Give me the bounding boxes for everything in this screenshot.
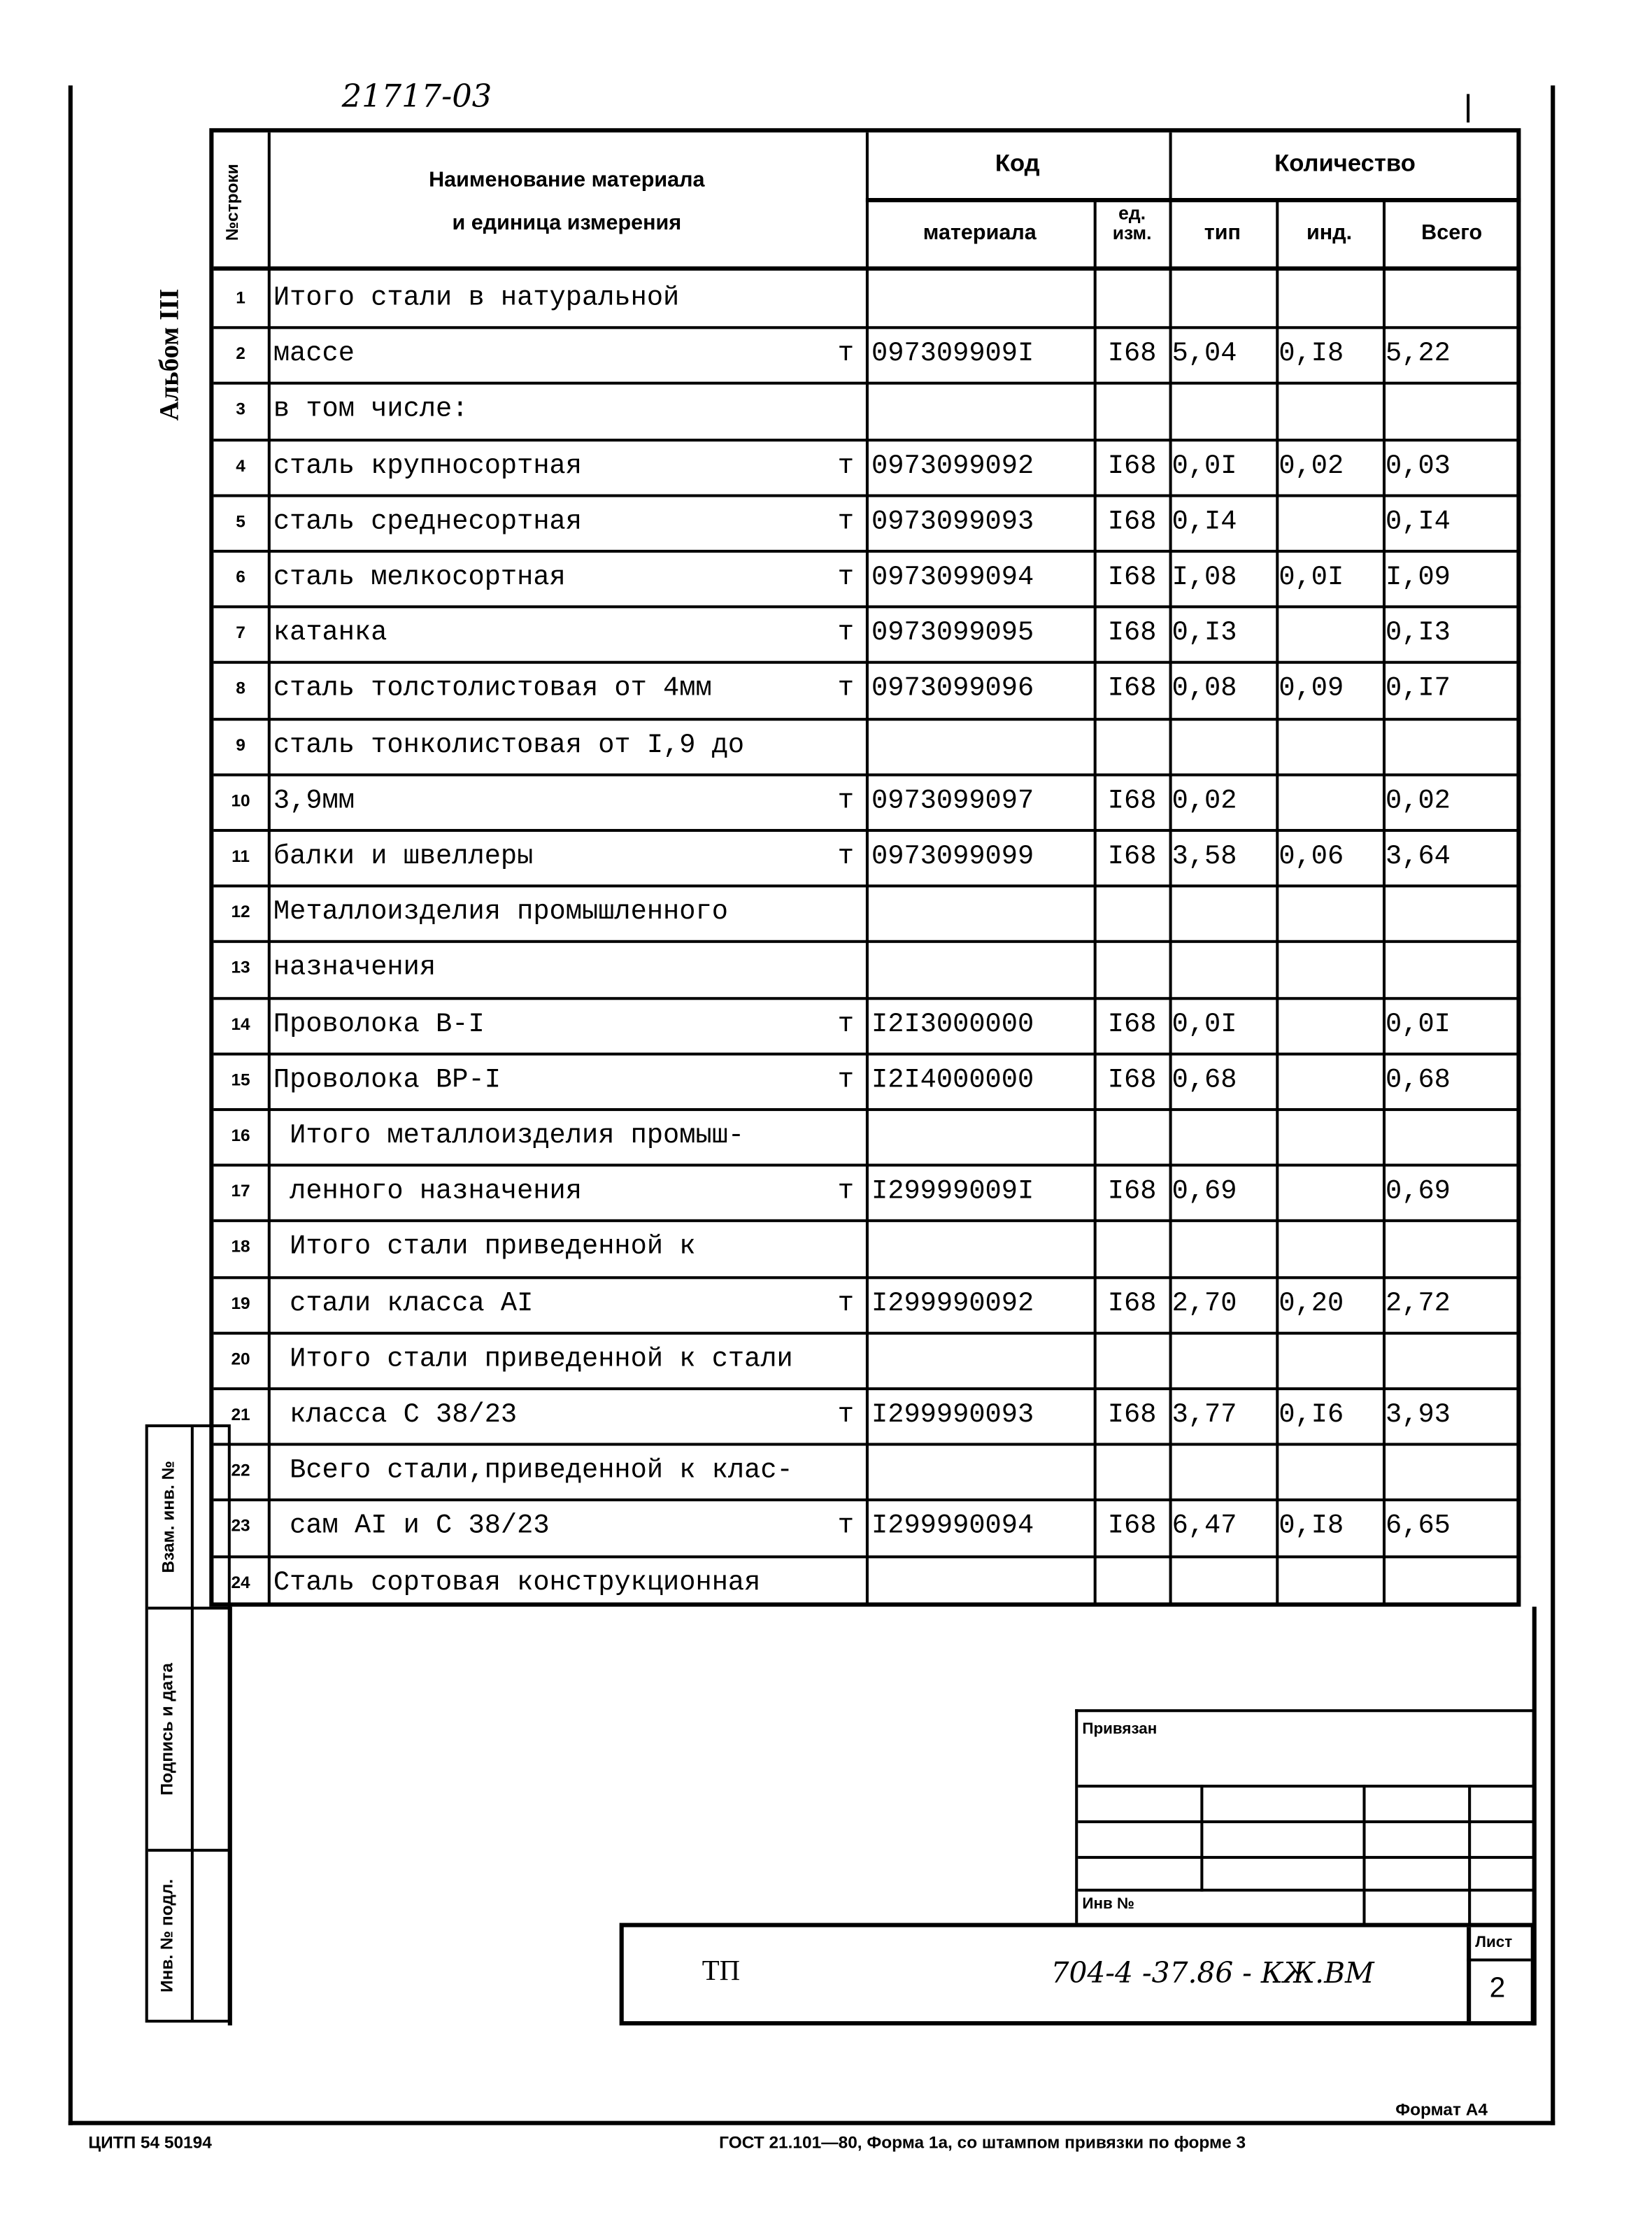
unit-symbol: т — [837, 337, 854, 369]
format-label: Формат А4 — [1395, 2099, 1488, 2120]
unit-symbol: т — [837, 449, 854, 481]
quantity-tip: 6,47 — [1172, 1510, 1237, 1542]
unit-code: I68 — [1107, 616, 1157, 649]
header-qty-ind: инд. — [1306, 220, 1353, 246]
material-name: Проволока В-I — [273, 1007, 485, 1040]
album-label: Альбом III — [155, 288, 185, 421]
quantity-tip: 0,02 — [1172, 784, 1237, 816]
table-row — [213, 438, 1521, 494]
unit-symbol: т — [837, 1063, 854, 1096]
material-code: I2I4000000 — [871, 1063, 1034, 1096]
material-code: 0973099092 — [871, 449, 1034, 481]
document-designation: 704-4 -37.86 - КЖ.ВМ — [1051, 1955, 1374, 1990]
quantity-ind: 0,02 — [1279, 449, 1344, 481]
unit-symbol: т — [837, 1510, 854, 1542]
quantity-tip: 3,58 — [1172, 840, 1237, 872]
quantity-ind: 0,06 — [1279, 840, 1344, 872]
table-row — [213, 1499, 1521, 1555]
material-code: 0973099095 — [871, 616, 1034, 649]
quantity-total: 3,64 — [1386, 840, 1451, 872]
unit-symbol: т — [837, 840, 854, 872]
material-name: массе — [273, 337, 355, 369]
sheet-number: 2 — [1489, 1972, 1506, 2004]
quantity-total: I,09 — [1386, 561, 1451, 593]
row-number: 4 — [236, 455, 245, 476]
row-number: 19 — [231, 1292, 250, 1313]
row-number: 20 — [231, 1348, 250, 1369]
table-row — [213, 606, 1521, 662]
material-name: сталь тонколистовая от I,9 до — [273, 728, 745, 760]
quantity-tip: 5,04 — [1172, 337, 1237, 369]
binding-inv-no: Инв № — [1082, 1895, 1134, 1913]
material-code: I299990093 — [871, 1398, 1034, 1431]
corner-mark — [1467, 94, 1469, 122]
row-number: 10 — [231, 790, 250, 811]
table-row — [213, 1443, 1521, 1499]
row-number: 3 — [236, 399, 245, 420]
side-stamp-inv-original: Инв. № подл. — [156, 1878, 177, 1992]
unit-code: I68 — [1107, 1007, 1157, 1040]
unit-symbol: т — [837, 1287, 854, 1319]
material-code: I299990092 — [871, 1287, 1034, 1319]
quantity-tip: 0,0I — [1172, 1007, 1237, 1040]
quantity-total: 0,02 — [1386, 784, 1451, 816]
quantity-tip: 0,08 — [1172, 672, 1237, 704]
quantity-tip: 3,77 — [1172, 1398, 1237, 1431]
unit-code: I68 — [1107, 337, 1157, 369]
material-code: 0973099093 — [871, 505, 1034, 537]
table-row — [213, 941, 1521, 997]
unit-code: I68 — [1107, 1175, 1157, 1207]
material-code: 0973099096 — [871, 672, 1034, 704]
material-name: в том числе: — [273, 393, 469, 425]
table-row — [213, 382, 1521, 438]
side-stamp-replaced: Взам. инв. № — [157, 1461, 178, 1573]
unit-code: I68 — [1107, 1398, 1157, 1431]
quantity-total: 5,22 — [1386, 337, 1451, 369]
table-row — [213, 271, 1521, 327]
row-number: 22 — [231, 1460, 250, 1480]
row-number: 6 — [236, 567, 245, 587]
header-name-line2: и единица измерения — [452, 211, 682, 235]
table-row — [213, 661, 1521, 717]
material-name: Итого стали приведенной к стали — [273, 1343, 793, 1375]
material-code: 0973099099 — [871, 840, 1034, 872]
unit-symbol: т — [837, 1398, 854, 1431]
row-number: 15 — [231, 1069, 250, 1090]
unit-symbol: т — [837, 672, 854, 704]
table-row — [213, 829, 1521, 885]
material-code: I299990094 — [871, 1510, 1034, 1542]
material-name: Проволока ВР-I — [273, 1063, 501, 1096]
title-block — [620, 1923, 1535, 2026]
quantity-total: 0,I7 — [1386, 672, 1451, 704]
table-row — [213, 885, 1521, 941]
quantity-ind: 0,20 — [1279, 1287, 1344, 1319]
footer-gost: ГОСТ 21.101—80, Форма 1а, со штампом привязки по форме 3 — [719, 2132, 1246, 2153]
materials-table — [209, 128, 1521, 1606]
table-row — [213, 773, 1521, 829]
quantity-total: 0,03 — [1386, 449, 1451, 481]
table-row — [213, 996, 1521, 1052]
unit-symbol: т — [837, 505, 854, 537]
quantity-tip: 0,69 — [1172, 1175, 1237, 1207]
material-name: сталь толстолистовая от 4мм — [273, 672, 712, 704]
header-code: Код — [995, 149, 1040, 177]
unit-code: I68 — [1107, 1287, 1157, 1319]
table-row — [213, 1164, 1521, 1220]
row-number: 14 — [231, 1013, 250, 1034]
unit-code: I68 — [1107, 505, 1157, 537]
quantity-total: 2,72 — [1386, 1287, 1451, 1319]
unit-code: I68 — [1107, 1510, 1157, 1542]
unit-symbol: т — [837, 1175, 854, 1207]
quantity-ind: 0,I8 — [1279, 337, 1344, 369]
header-code-unit: ед. изм. — [1112, 202, 1152, 244]
header-name-line1: Наименование материала — [429, 168, 705, 192]
row-number: 1 — [236, 288, 245, 308]
unit-symbol: т — [837, 616, 854, 649]
material-name: балки и швеллеры — [273, 840, 534, 872]
row-number: 18 — [231, 1237, 250, 1257]
row-number: 12 — [231, 902, 250, 922]
unit-code: I68 — [1107, 672, 1157, 704]
unit-code: I68 — [1107, 840, 1157, 872]
footer-left: ЦИТП 54 50194 — [88, 2132, 212, 2153]
quantity-ind: 0,I6 — [1279, 1398, 1344, 1431]
quantity-tip: 2,70 — [1172, 1287, 1237, 1319]
header-code-material: материала — [923, 220, 1037, 246]
header-row-number: №строки — [222, 164, 243, 241]
row-number: 7 — [236, 623, 245, 643]
row-number: 24 — [231, 1571, 250, 1592]
frame-right — [1551, 85, 1555, 2125]
material-name: сталь мелкосортная — [273, 561, 566, 593]
unit-code: I68 — [1107, 449, 1157, 481]
material-name: ленного назначения — [273, 1175, 582, 1207]
header-qty-total: Всего — [1421, 220, 1483, 246]
unit-code: I68 — [1107, 784, 1157, 816]
row-number: 23 — [231, 1516, 250, 1536]
handwritten-number: 21717-03 — [341, 80, 492, 115]
material-name: сталь крупносортная — [273, 449, 582, 481]
quantity-total: 0,68 — [1386, 1063, 1451, 1096]
table-row — [213, 1554, 1521, 1610]
material-name: катанка — [273, 616, 387, 649]
row-number: 17 — [231, 1181, 250, 1201]
material-code: 097309909I — [871, 337, 1034, 369]
table-row — [213, 717, 1521, 773]
quantity-tip: 0,I4 — [1172, 505, 1237, 537]
table-row — [213, 550, 1521, 606]
quantity-total: 3,93 — [1386, 1398, 1451, 1431]
binding-block — [1075, 1709, 1535, 1922]
binding-title: Привязан — [1082, 1720, 1158, 1738]
table-row — [213, 327, 1521, 383]
table-row — [213, 1387, 1521, 1443]
row-number: 2 — [236, 343, 245, 364]
quantity-ind: 0,I8 — [1279, 1510, 1344, 1542]
table-row — [213, 1331, 1521, 1387]
title-prefix: ТП — [702, 1955, 741, 1988]
material-name: Всего стали,приведенной к клас- — [273, 1454, 793, 1486]
quantity-total: 0,0I — [1386, 1007, 1451, 1040]
sheet-label: Лист — [1475, 1934, 1513, 1952]
quantity-total: 0,I4 — [1386, 505, 1451, 537]
material-name: Металлоизделия промышленного — [273, 896, 728, 928]
quantity-tip: I,08 — [1172, 561, 1237, 593]
table-extension-line — [228, 1607, 232, 2026]
unit-symbol: т — [837, 561, 854, 593]
material-name: Итого металлоизделия промыш- — [273, 1119, 745, 1152]
table-row — [213, 1108, 1521, 1164]
row-number: 21 — [231, 1404, 250, 1424]
frame-left — [69, 85, 73, 2125]
material-name: 3,9мм — [273, 784, 355, 816]
row-number: 5 — [236, 511, 245, 532]
quantity-tip: 0,68 — [1172, 1063, 1237, 1096]
material-name: сам АI и С 38/23 — [273, 1510, 550, 1542]
header-quantity: Количество — [1274, 149, 1416, 177]
unit-symbol: т — [837, 784, 854, 816]
quantity-total: 0,69 — [1386, 1175, 1451, 1207]
material-code: I2I3000000 — [871, 1007, 1034, 1040]
quantity-ind: 0,09 — [1279, 672, 1344, 704]
frame-bottom — [69, 2121, 1555, 2125]
unit-code: I68 — [1107, 1063, 1157, 1096]
row-number: 9 — [236, 734, 245, 755]
table-row — [213, 494, 1521, 550]
material-name: Итого стали приведенной к — [273, 1231, 696, 1263]
quantity-total: 0,I3 — [1386, 616, 1451, 649]
material-code: 0973099097 — [871, 784, 1034, 816]
row-number: 8 — [236, 678, 245, 699]
unit-code: I68 — [1107, 561, 1157, 593]
row-number: 16 — [231, 1125, 250, 1145]
quantity-ind: 0,0I — [1279, 561, 1344, 593]
material-code: 0973099094 — [871, 561, 1034, 593]
table-row — [213, 1220, 1521, 1276]
quantity-tip: 0,I3 — [1172, 616, 1237, 649]
header-qty-tip: тип — [1204, 220, 1241, 246]
side-stamp — [145, 1424, 231, 2023]
row-number: 11 — [232, 846, 250, 866]
table-row — [213, 1052, 1521, 1108]
table-row — [213, 1275, 1521, 1331]
material-name: стали класса АI — [273, 1287, 534, 1319]
material-name: назначения — [273, 951, 436, 984]
material-name: Сталь сортовая конструкционная — [273, 1566, 761, 1598]
side-stamp-signature: Подпись и дата — [156, 1663, 177, 1796]
material-name: сталь среднесортная — [273, 505, 582, 537]
unit-symbol: т — [837, 1007, 854, 1040]
material-name: класса С 38/23 — [273, 1398, 518, 1431]
material-name: Итого стали в натуральной — [273, 282, 680, 313]
quantity-total: 6,65 — [1386, 1510, 1451, 1542]
material-code: I29999009I — [871, 1175, 1034, 1207]
quantity-tip: 0,0I — [1172, 449, 1237, 481]
header-split-line — [866, 198, 1521, 202]
row-number: 13 — [231, 957, 250, 978]
